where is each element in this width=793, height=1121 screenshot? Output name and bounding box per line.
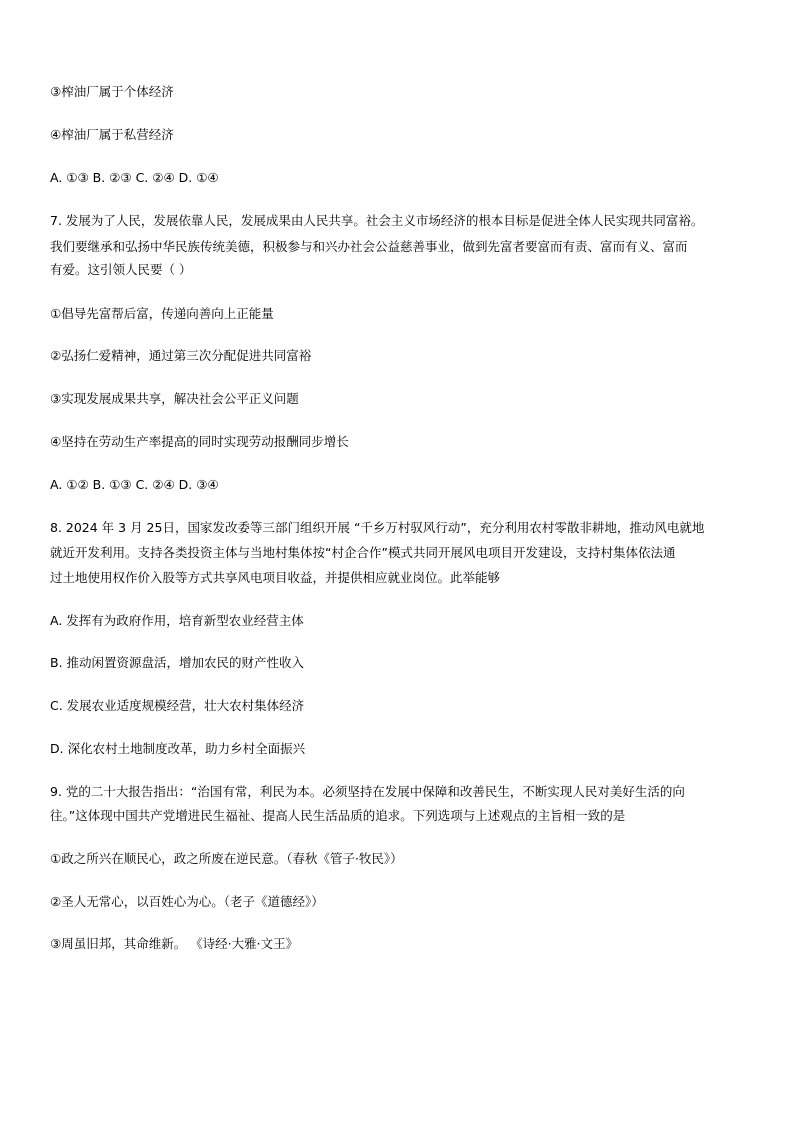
question-8-line-1: 8. 2024 年 3 月 25日，国家发改委等三部门组织开展 “千乡万村驭风行动”，充分利用农村零散非耕地，推动风电就地 bbox=[50, 520, 705, 535]
option-line-3: ③榨油厂属于个体经济 bbox=[50, 84, 174, 99]
answer-choices-q7: A. ①② B. ①③ C. ②④ D. ③④ bbox=[50, 477, 219, 492]
question-7-line-2: 我们要继承和弘扬中华民族传统美德，积极参与和兴办社会公益慈善事业，做到先富者要富而有责、富而有义、富而 bbox=[50, 239, 688, 254]
question-8-line-3: 过土地使用权作价入股等方式共享风电项目收益，并提供相应就业岗位。此举能够 bbox=[50, 570, 501, 585]
question-9-line-1: 9. 党的二十大报告指出：“治国有常，利民为本。必须坚持在发展中保障和改善民生，不断实现人民对美好生活的向 bbox=[50, 784, 685, 799]
answer-choices-q6: A. ①③ B. ②③ C. ②④ D. ①④ bbox=[50, 170, 219, 185]
q9-statement-2: ②圣人无常心，以百姓心为心。（老子《道德经》） bbox=[50, 894, 324, 909]
option-line-4: ④榨油厂属于私营经济 bbox=[50, 127, 174, 142]
q8-option-a: A. 发挥有为政府作用，培育新型农业经营主体 bbox=[50, 613, 304, 628]
question-9-line-2: 往。”这体现中国共产党增进民生福祉、提高人民生活品质的追求。下列选项与上述观点的主旨相一致的是 bbox=[50, 808, 626, 823]
q9-statement-1: ①政之所兴在顺民心，政之所废在逆民意。（春秋《管子·牧民》） bbox=[50, 851, 403, 866]
q8-option-d: D. 深化农村土地制度改革，助力乡村全面振兴 bbox=[50, 741, 306, 756]
q9-statement-3: ③周虽旧邦，其命维新。 《诗经·大雅·文王》 bbox=[50, 936, 299, 951]
question-7-line-3: 有爱。这引领人民要（ ） bbox=[50, 262, 192, 277]
q7-statement-3: ③实现发展成果共享，解决社会公平正义问题 bbox=[50, 391, 299, 406]
question-8-line-2: 就近开发利用。支持各类投资主体与当地村集体按“村企合作”模式共同开展风电项目开发建设，支持村集体依法通 bbox=[50, 545, 676, 560]
q8-option-b: B. 推动闲置资源盘活，增加农民的财产性收入 bbox=[50, 655, 305, 670]
q7-statement-1: ①倡导先富帮后富，传递向善向上正能量 bbox=[50, 306, 274, 321]
q8-option-c: C. 发展农业适度规模经营，壮大农村集体经济 bbox=[50, 698, 305, 713]
q7-statement-4: ④坚持在劳动生产率提高的同时实现劳动报酬同步增长 bbox=[50, 434, 349, 449]
question-7-line-1: 7. 发展为了人民，发展依靠人民，发展成果由人民共享。社会主义市场经济的根本目标是促进全体人民实现共同富裕。 bbox=[50, 213, 704, 228]
q7-statement-2: ②弘扬仁爱精神，通过第三次分配促进共同富裕 bbox=[50, 348, 312, 363]
